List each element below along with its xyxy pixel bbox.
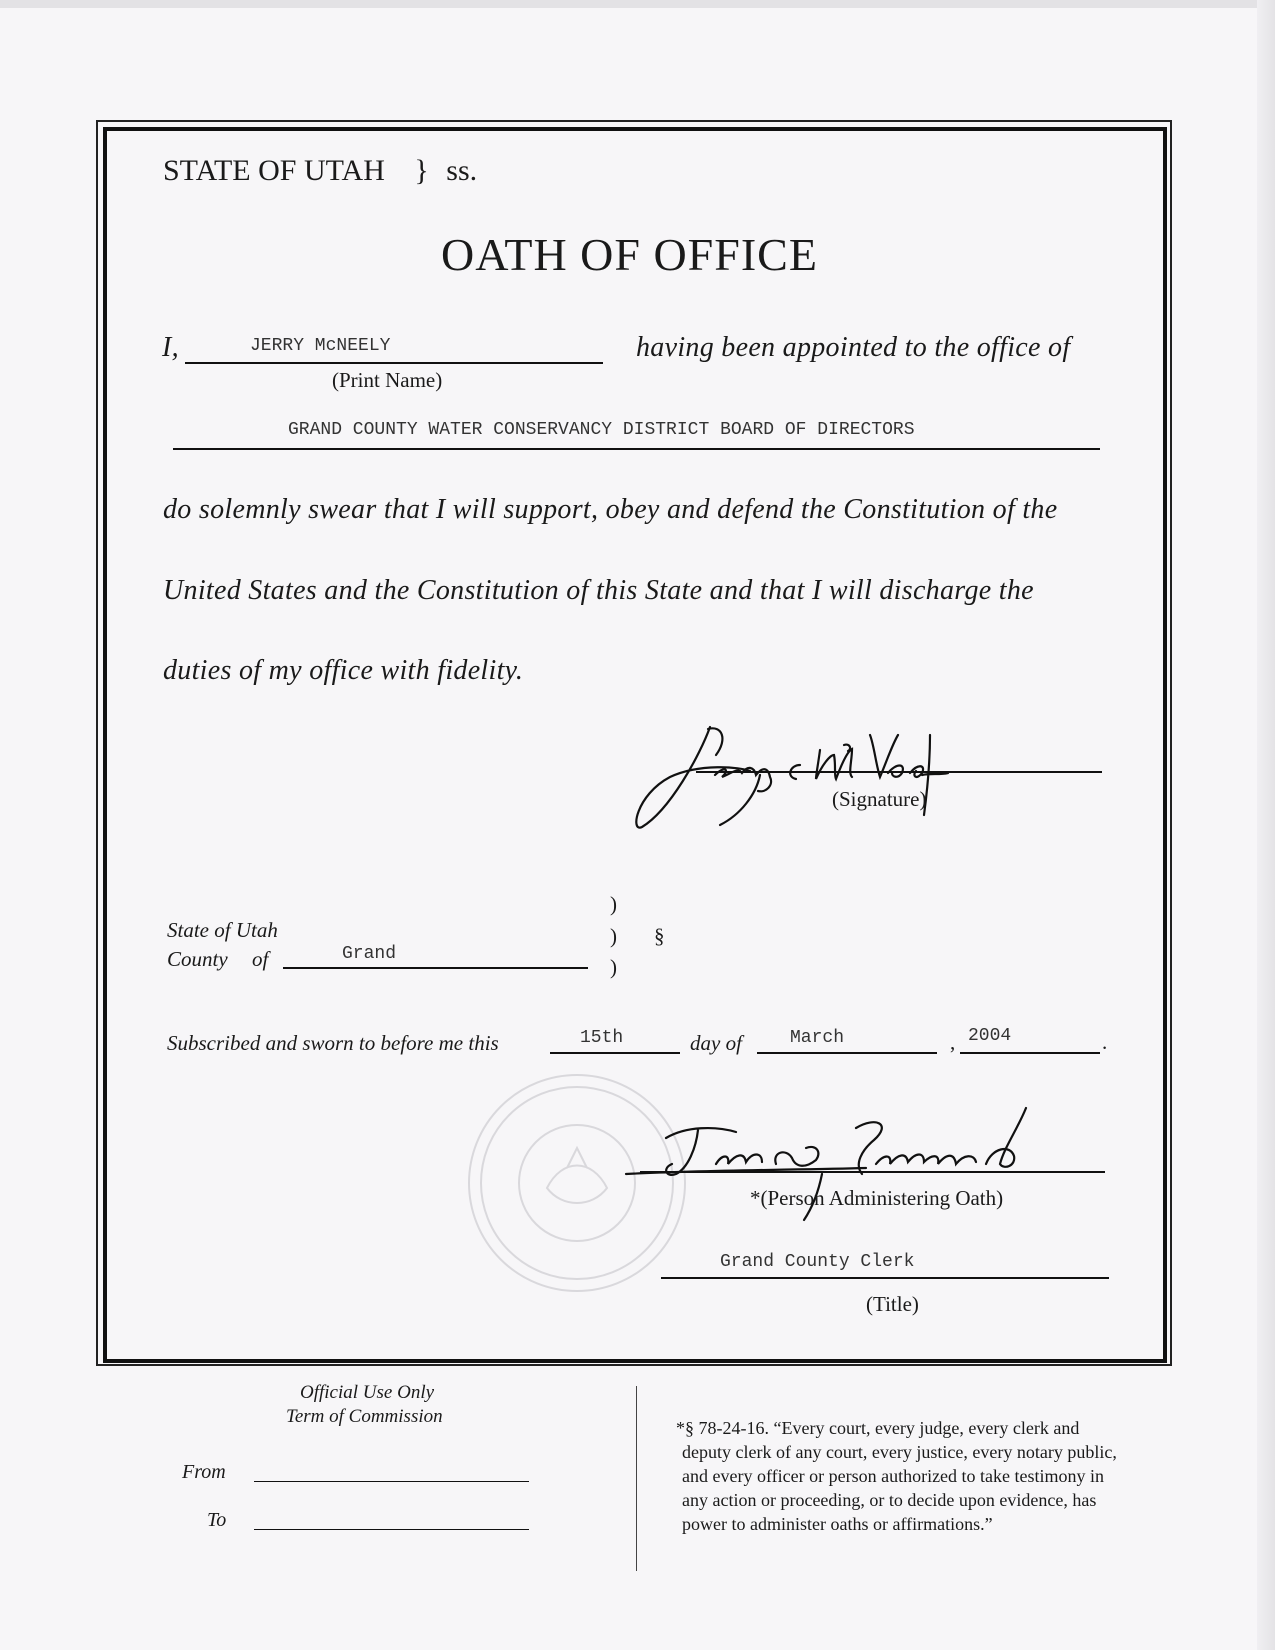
office-line bbox=[173, 448, 1100, 450]
official-use-heading: Official Use Only bbox=[300, 1382, 435, 1403]
subscribed-day-of: day of bbox=[690, 1031, 742, 1055]
subscribed-day-line bbox=[550, 1052, 680, 1054]
subscribed-month-line bbox=[757, 1052, 937, 1054]
to-label: To bbox=[207, 1509, 227, 1531]
statute-note-line-5: power to administer oaths or affirmations.” bbox=[682, 1514, 993, 1534]
appointed-text: having been appointed to the office of bbox=[636, 332, 1071, 363]
footer-divider bbox=[636, 1386, 637, 1571]
administrator-caption: *(Person Administering Oath) bbox=[750, 1186, 1004, 1210]
scan-top-strip bbox=[0, 0, 1275, 8]
official-use-subheading: Term of Commission bbox=[286, 1406, 443, 1427]
oath-line-1: do solemnly swear that I will support, obey and defend the Constitution of the bbox=[163, 494, 1058, 525]
scan-right-edge bbox=[1257, 0, 1275, 1650]
signature-line bbox=[696, 771, 1102, 773]
venue-paren-3: ) bbox=[610, 955, 617, 979]
statute-note-line-1: *§ 78-24-16. “Every court, every judge, every clerk and bbox=[676, 1418, 1080, 1438]
administrator-title-line bbox=[661, 1277, 1109, 1279]
oath-line-3: duties of my office with fidelity. bbox=[163, 655, 524, 686]
statute-note-line-2: deputy clerk of any court, every justice, every notary public, bbox=[682, 1442, 1117, 1462]
oath-line-2: United States and the Constitution of this State and that I will discharge the bbox=[163, 575, 1034, 606]
statute-note-line-4: any action or proceeding, or to decide upon evidence, has bbox=[682, 1490, 1097, 1510]
appointee-name-line bbox=[185, 362, 603, 364]
venue-paren-2: ) bbox=[610, 924, 617, 948]
appointee-name-caption: (Print Name) bbox=[332, 368, 443, 392]
administrator-line bbox=[640, 1171, 1105, 1173]
to-line bbox=[254, 1529, 529, 1530]
administrator-title-caption: (Title) bbox=[866, 1292, 919, 1316]
office-name: GRAND COUNTY WATER CONSERVANCY DISTRICT BOARD OF DIRECTORS bbox=[288, 420, 915, 440]
venue-state: State of Utah bbox=[167, 918, 278, 942]
from-label: From bbox=[182, 1461, 226, 1483]
state-heading-brace: } bbox=[414, 154, 429, 187]
venue-county-value: Grand bbox=[342, 944, 397, 964]
subscribed-lead: Subscribed and sworn to before me this bbox=[167, 1031, 499, 1055]
state-heading-ss: ss. bbox=[446, 154, 478, 187]
subscribed-period: . bbox=[1102, 1030, 1108, 1054]
subscribed-month: March bbox=[790, 1028, 845, 1048]
state-heading bbox=[163, 154, 477, 188]
subscribed-comma: , bbox=[950, 1030, 956, 1054]
from-line bbox=[254, 1481, 529, 1482]
venue-county-label: County bbox=[167, 947, 228, 971]
signature-caption: (Signature) bbox=[832, 787, 927, 811]
venue-paren-1: ) bbox=[610, 892, 617, 916]
subscribed-year-line bbox=[960, 1052, 1100, 1054]
appointee-prefix: I, bbox=[162, 332, 179, 363]
administrator-title-value: Grand County Clerk bbox=[720, 1252, 915, 1272]
statute-note-line-3: and every officer or person authorized to take testimony in bbox=[682, 1466, 1105, 1486]
venue-county-line bbox=[283, 967, 588, 969]
appointee-signature bbox=[630, 715, 1010, 845]
appointee-name: JERRY McNEELY bbox=[250, 336, 391, 356]
venue-of-label: of bbox=[252, 947, 269, 971]
venue-section-symbol: § bbox=[654, 924, 665, 948]
page-title: OATH OF OFFICE bbox=[441, 229, 818, 280]
subscribed-year: 2004 bbox=[968, 1026, 1012, 1046]
subscribed-day: 15th bbox=[580, 1028, 624, 1048]
state-heading-text: STATE OF UTAH bbox=[163, 154, 385, 187]
